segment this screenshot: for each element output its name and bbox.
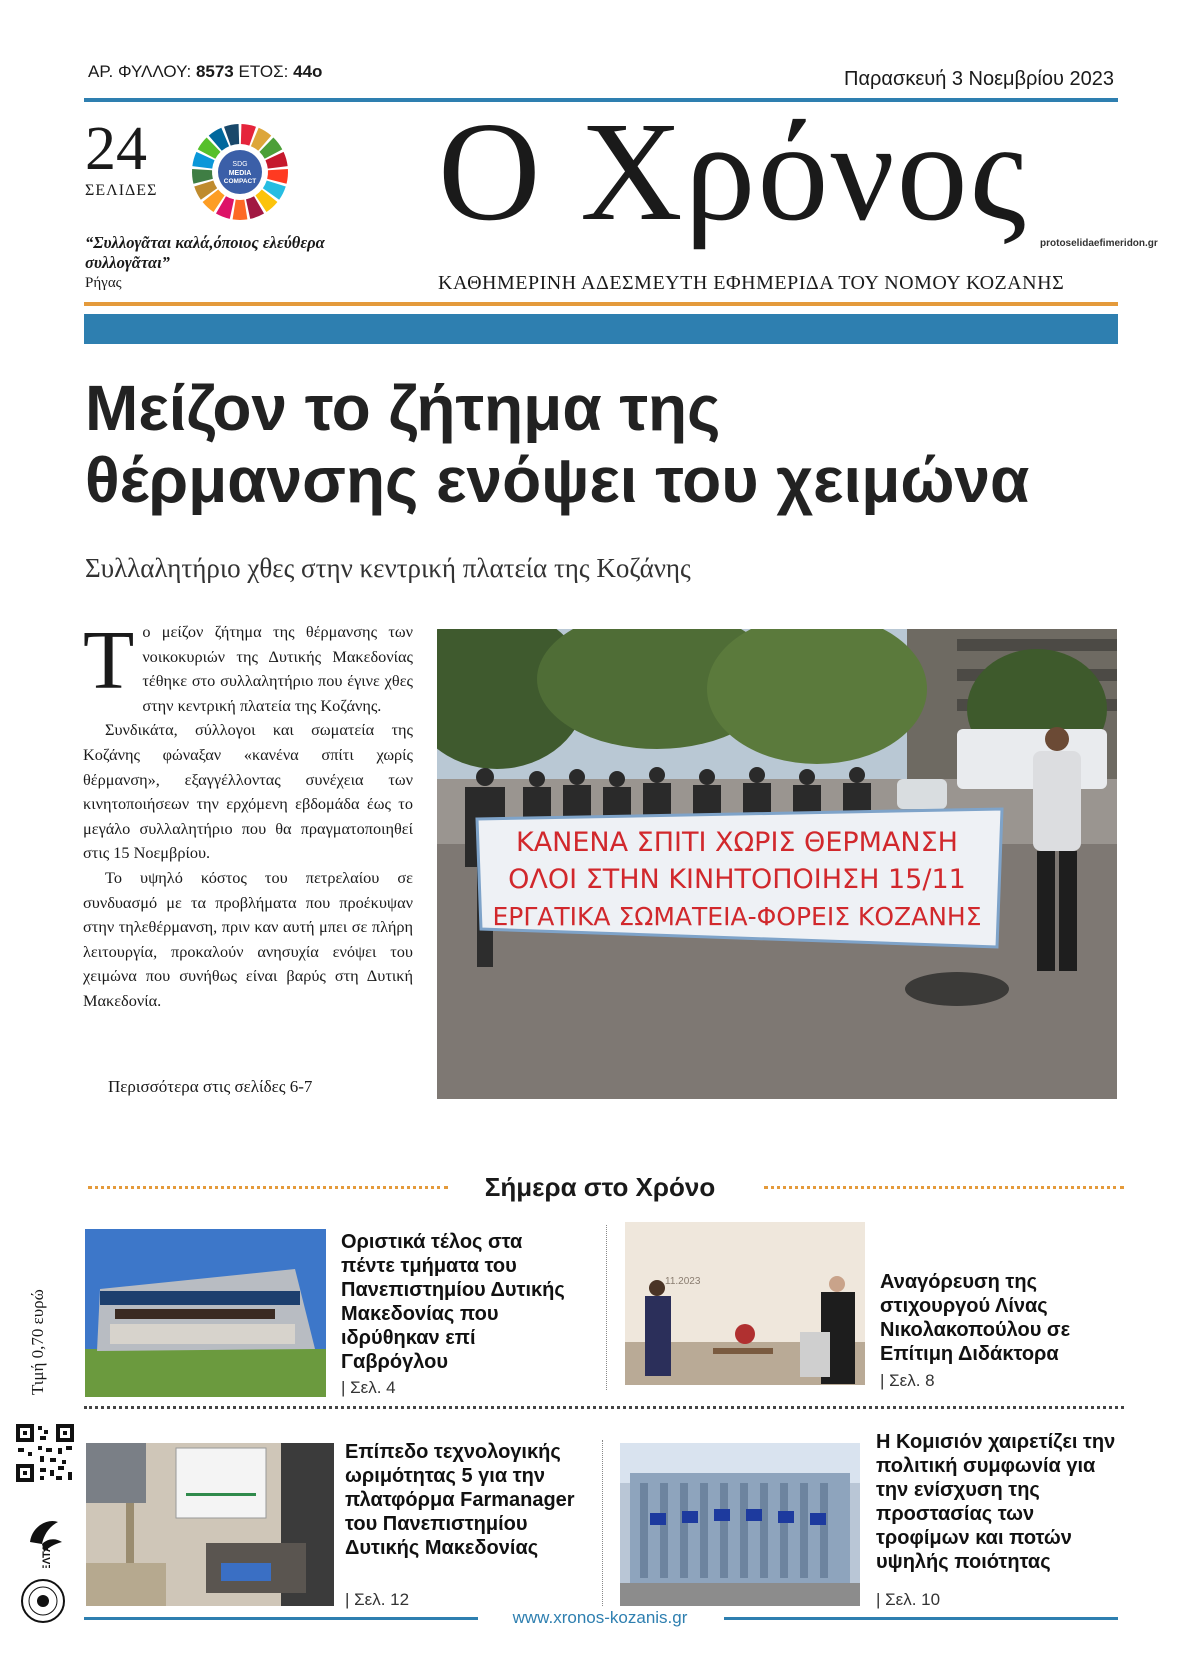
svg-text:ΕΛΤΑ: ΕΛΤΑ — [41, 1544, 53, 1568]
website-link[interactable]: www.xronos-kozanis.gr — [512, 1608, 688, 1627]
lead-story-body — [83, 614, 413, 1014]
teaser-divider — [606, 1225, 608, 1390]
year-number: 44ο — [293, 62, 323, 81]
commission-building-photo — [620, 1443, 860, 1606]
qr-code-icon[interactable] — [14, 1422, 76, 1484]
lab-equipment-photo — [86, 1443, 334, 1606]
university-building-photo — [85, 1229, 326, 1397]
header-quote: “Συλλογᾶται καλά,όποιος ελεύθερα συλλογᾶται” — [85, 233, 325, 272]
lead-headline — [85, 372, 1135, 516]
price-label: Τιμή 0,70 ευρώ — [28, 1289, 47, 1395]
sdg-segment — [192, 169, 213, 184]
issue-number: 8573 — [195, 62, 234, 81]
teaser-2-page: | Σελ. 8 — [880, 1371, 935, 1390]
teaser-divider — [602, 1440, 604, 1606]
svg-text:ΚΑΝΕΝΑ ΣΠΙΤΙ ΧΩΡΙΣ ΘΕΡΜΑΝΣΗ: ΚΑΝΕΝΑ ΣΠΙΤΙ ΧΩΡΙΣ ΘΕΡΜΑΝΣΗ — [516, 827, 958, 858]
headline-line-1: Μείζον το ζήτημα της — [85, 372, 721, 444]
quote-author: Ρήγας — [85, 275, 122, 291]
issue-date: Παρασκευή 3 Νοεμβρίου 2023 — [844, 68, 1114, 90]
teaser-row-separator — [84, 1406, 1124, 1409]
teaser-1-page: | Σελ. 4 — [341, 1378, 396, 1397]
more-pages-note: Περισσότερα στις σελίδες 6-7 — [108, 1077, 313, 1096]
sdg-segment — [267, 169, 288, 184]
year-label: ΕΤΟΣ: — [238, 62, 289, 81]
drop-cap: Τ — [83, 614, 135, 707]
teaser-1-title[interactable]: Οριστικά τέλος στα πέντε τμήματα του Πανεπιστημίου Δυτικής Μακεδονίας που ιδρύθηκαν επί Γαβρόγλου — [341, 1231, 565, 1373]
story-paragraph-3: Το υψηλό κόστος του πετρελαίου σε συνδυασμό με τα προβλήματα που προέκυψαν στην τηλεθέρμανση, πριν καν αυτή μπει σε πλήρη λειτουργία, προκαλούν ανησυχία ενόψει του χειμώνα που συνήθως είναι βαρύς στη Δυτική Μακεδονία. — [83, 867, 413, 1010]
pages-label: ΣΕΛΙΔΕΣ — [85, 182, 158, 199]
teaser-3-title[interactable]: Επίπεδο τεχνολογικής ωριμότητας 5 για την πλατφόρμα Farmanager του Πανεπιστημίου Δυτικής Μακεδονίας — [345, 1441, 575, 1559]
ceremony-photo — [625, 1222, 865, 1385]
svg-text:ΕΡΓΑΤΙΚΑ ΣΩΜΑΤΕΙΑ-ΦΟΡΕΙΣ ΚΟΖΑΝ: ΕΡΓΑΤΙΚΑ ΣΩΜΑΤΕΙΑ-ΦΟΡΕΙΣ ΚΟΖΑΝΗΣ — [492, 902, 982, 931]
svg-text:COMPACT: COMPACT — [223, 178, 257, 185]
orange-rule — [84, 302, 1118, 306]
masthead-tagline: ΚΑΘΗΜΕΡΙΝΗ ΑΔΕΣΜΕΥΤΗ ΕΦΗΜΕΡΙΔΑ ΤΟΥ ΝΟΜΟΥ ΚΟΖΑΝΗΣ — [438, 272, 1065, 294]
teaser-3-page: | Σελ. 12 — [345, 1590, 410, 1609]
story-paragraph-1: Το μείζον ζήτημα της θέρμανσης των νοικοκυριών της Δυτικής Μακεδονίας τέθηκε στο συλλαλητήριο που έγινε χθες στην κεντρική πλατεία της Κοζάνης. — [83, 614, 413, 715]
issue-info — [88, 62, 322, 82]
headline-line-2: θέρμανσης ενόψει του χειμώνα — [85, 444, 1030, 516]
protest-photo — [437, 629, 1117, 1099]
elta-logo-icon — [22, 1512, 66, 1568]
svg-text:MEDIA: MEDIA — [228, 170, 252, 177]
teaser-2-title[interactable]: Αναγόρευση της στιχουργού Λίνας Νικολακοπούλου σε Επίτιμη Διδάκτορα — [880, 1271, 1071, 1365]
svg-text:11.2023: 11.2023 — [665, 1276, 701, 1287]
pages-count: 24 — [85, 115, 147, 183]
masthead-title: Ο Χρόνος — [438, 92, 1028, 250]
blue-band — [84, 314, 1118, 344]
lead-subhead: Συλλαλητήριο χθες στην κεντρική πλατεία της Κοζάνης — [85, 553, 691, 583]
today-section-title: Σήμερα στο Χρόνο — [484, 1172, 716, 1202]
svg-text:SDG: SDG — [232, 161, 248, 168]
sdg-media-compact-logo — [190, 122, 290, 222]
teaser-4-title[interactable]: Η Κομισιόν χαιρετίζει την πολιτική συμφωνία για την ενίσχυση της προστασίας των τροφίμων και ποτών υψηλής ποιότητας — [876, 1431, 1116, 1573]
source-watermark: protoselidaefimeridon.gr — [1040, 238, 1158, 249]
svg-text:ΟΛΟΙ ΣΤΗΝ ΚΙΝΗΤΟΠΟΙΗΣΗ 15/11: ΟΛΟΙ ΣΤΗΝ ΚΙΝΗΤΟΠΟΙΗΣΗ 15/11 — [508, 864, 966, 895]
sdg-segment — [233, 200, 248, 220]
teaser-4-page: | Σελ. 10 — [876, 1590, 941, 1609]
story-paragraph-2: Συνδικάτα, σύλλογοι και σωματεία της Κοζάνης φώναξαν «κανένα σπίτι χωρίς θέρμανση», εξαγγέλλοντας συνέχεια των κινητοποιήσεων την ερχόμενη εβδομάδα έως το μεγάλο συλλαλητήριο που θα πραγματοποιηθεί στις 15 Νοεμβρίου. — [83, 720, 413, 863]
issue-label: ΑΡ. ΦΥΛΛΟΥ: — [88, 62, 192, 81]
